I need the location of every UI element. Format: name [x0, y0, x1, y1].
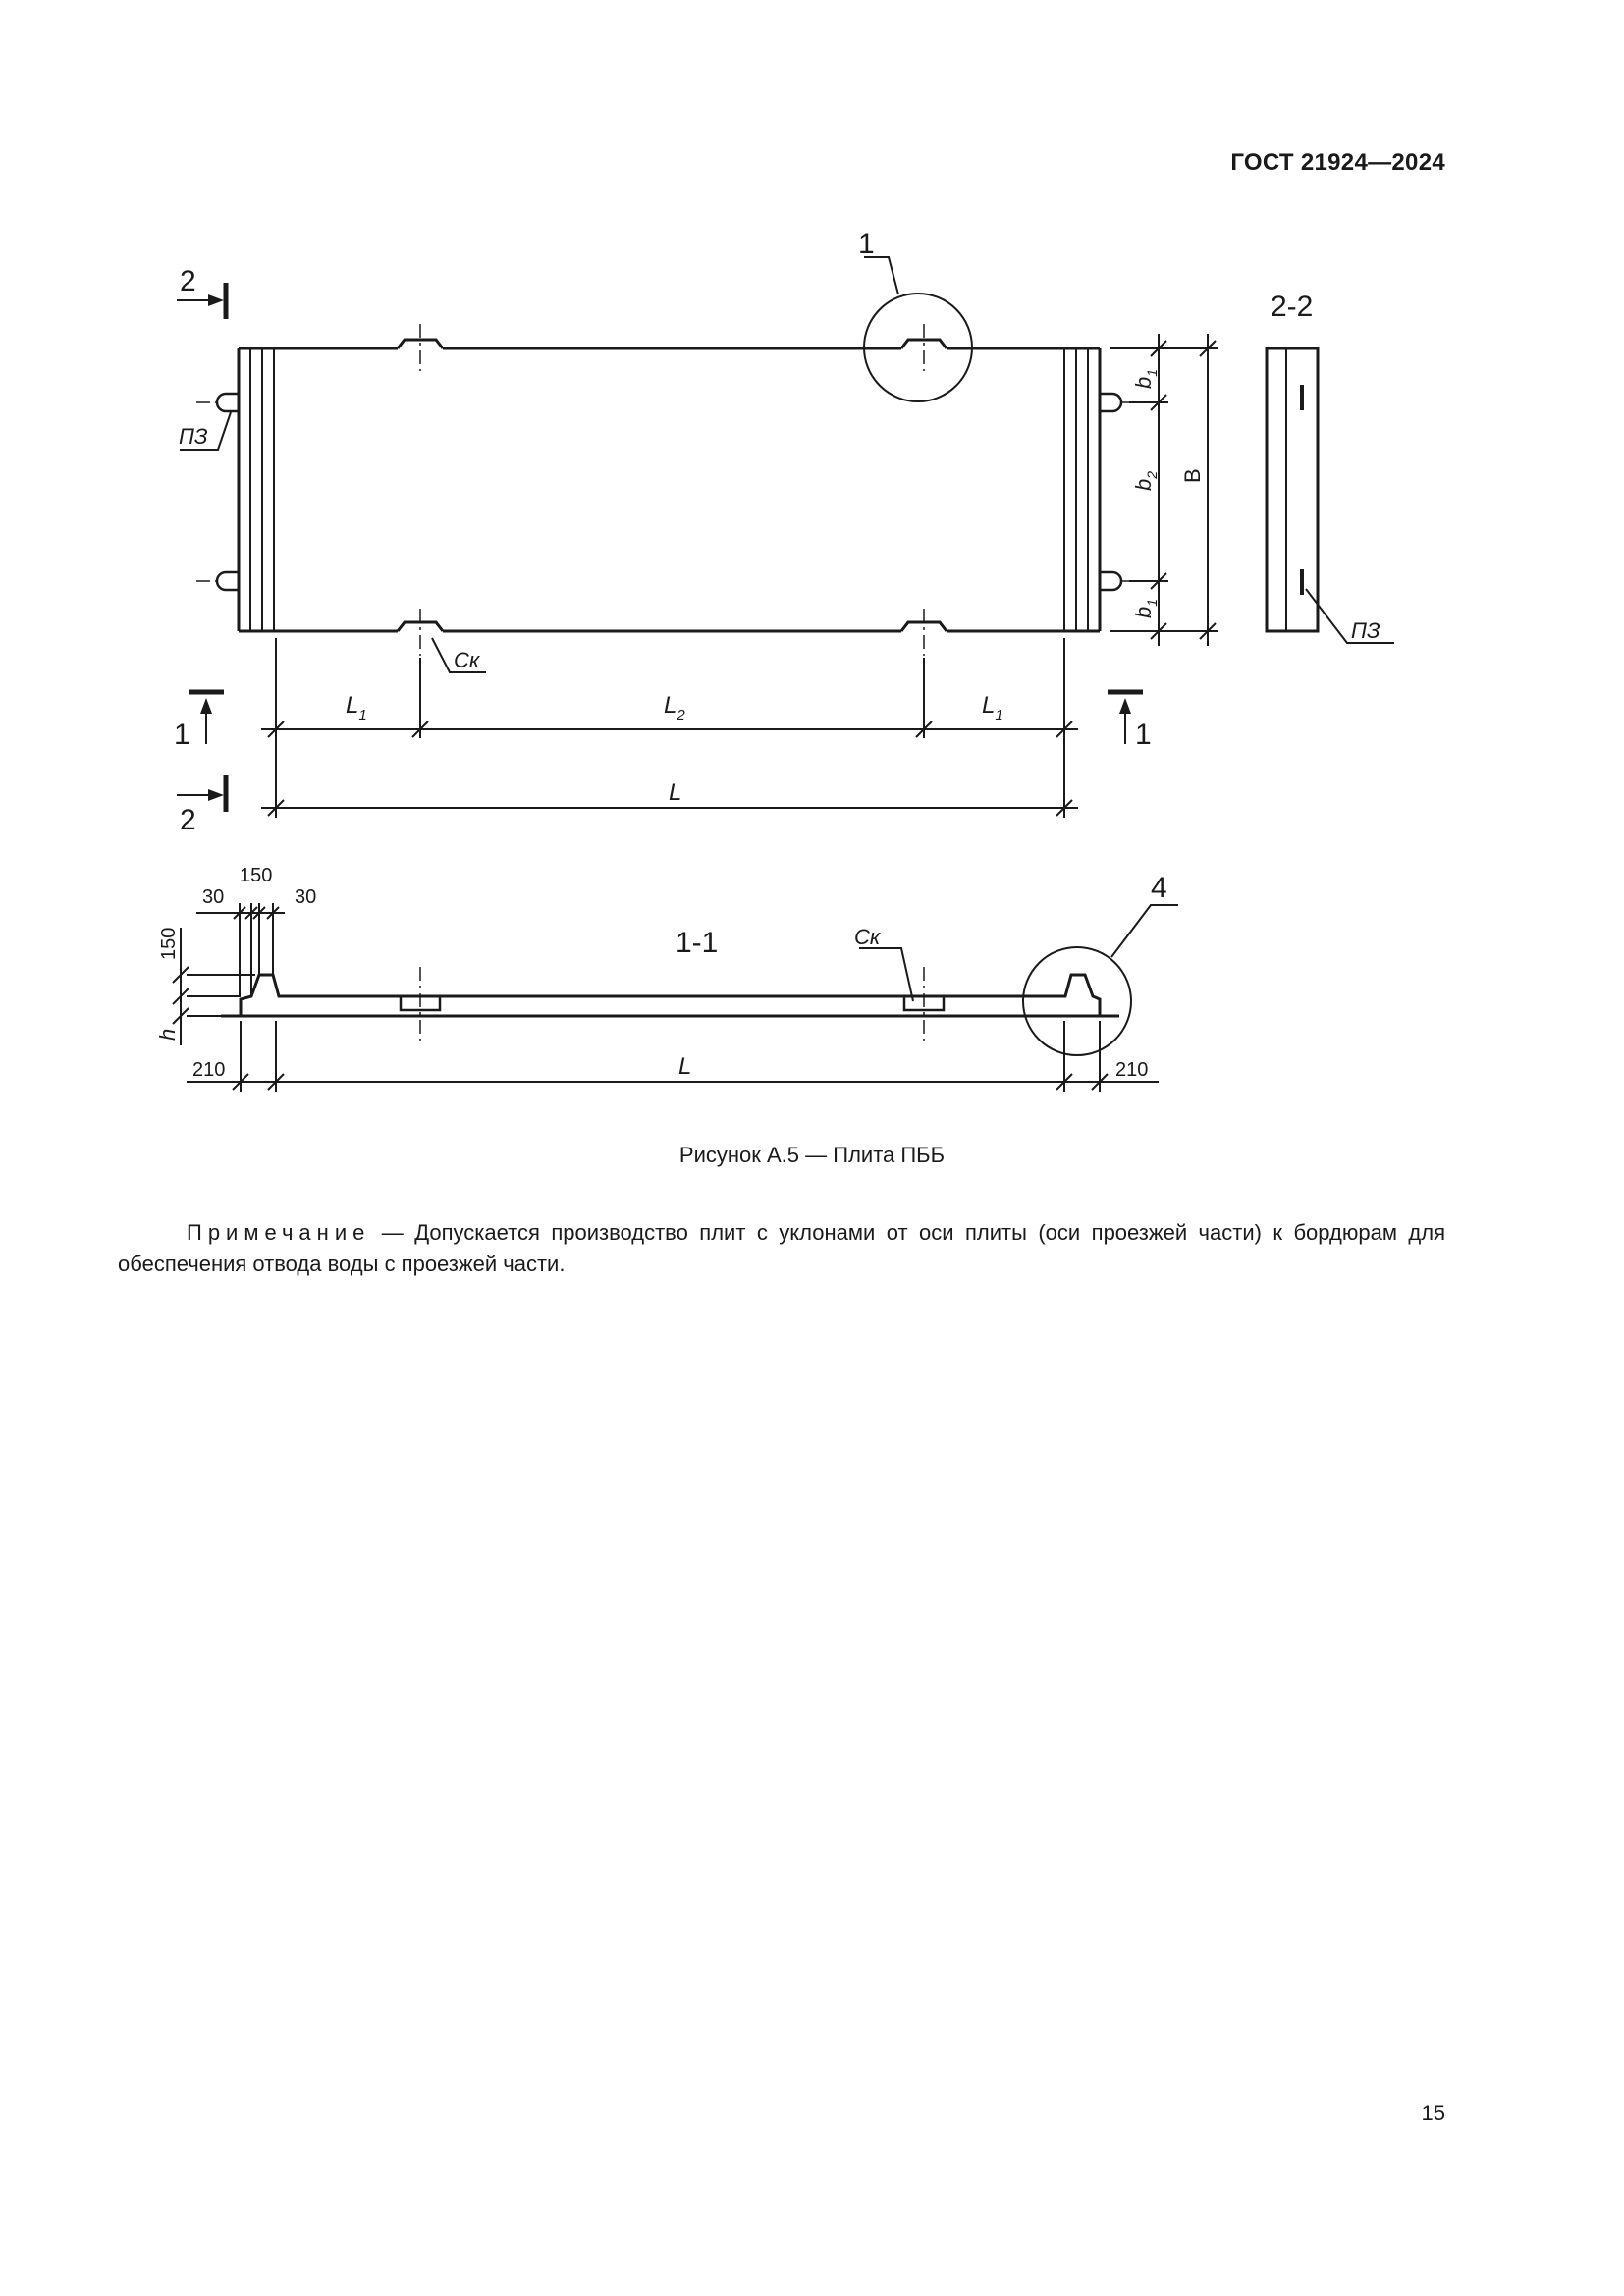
note-block: [118, 1217, 1445, 1280]
lifting-loops: [217, 394, 1121, 590]
dim-label-l2: $L_2$: [664, 692, 685, 723]
dim-label-30-right: 30: [295, 886, 317, 908]
dim-label-b: B: [1180, 468, 1205, 483]
label-sk-section: Ск: [854, 925, 881, 949]
side-view-2-2: [1267, 348, 1394, 643]
side-view-title: 2-2: [1271, 291, 1314, 323]
label-pz-side: ПЗ: [1351, 618, 1380, 643]
callout-leader-4: [1111, 905, 1178, 957]
dim-label-l1-left: $L_1$: [346, 692, 367, 723]
figure-caption: Рисунок А.5 — Плита ПББ: [678, 1143, 946, 1167]
section-1-1-profile: [221, 975, 1119, 1016]
note-label: Примечание: [187, 1220, 371, 1245]
plan-view-slab: [239, 340, 1100, 631]
section-view-title: 1-1: [676, 927, 719, 959]
dim-label-h: h: [155, 1028, 180, 1041]
section-label-1-left: 1: [174, 719, 190, 751]
section-left-dimensions: [173, 928, 255, 1045]
dim-label-b2: $b_2$: [1131, 470, 1160, 491]
section-label-2-top: 2: [180, 265, 196, 297]
label-pz-plan: ПЗ: [179, 424, 208, 449]
label-sk-plan: Ск: [454, 648, 480, 672]
leader-sk-section: [859, 948, 913, 1001]
document-header: ГОСТ 21924—2024: [1230, 149, 1445, 176]
vertical-dimensions: [1110, 334, 1218, 646]
dim-label-210-left: 210: [192, 1059, 226, 1081]
section-center-lines: [420, 967, 924, 1041]
section-bottom-dimensions: [187, 1021, 1159, 1092]
callout-label-1: 1: [858, 228, 875, 260]
center-lines: [196, 324, 1159, 656]
dim-label-l-plan: L: [669, 779, 682, 806]
plan-end-strips: [250, 348, 1088, 631]
section-label-1-right: 1: [1135, 719, 1152, 751]
section-top-dimensions: [196, 903, 285, 996]
dim-label-l-section: L: [678, 1053, 692, 1080]
note-paragraph: [118, 1217, 1445, 1280]
dim-label-150-vertical: 150: [158, 927, 180, 960]
dim-label-210-right: 210: [1115, 1059, 1149, 1081]
page-number: 15: [1421, 2101, 1445, 2125]
detail-callout-circle-4: [1023, 947, 1131, 1055]
dim-label-b1-top: $b_1$: [1131, 368, 1160, 389]
dim-label-b1-bottom: $b_1$: [1131, 598, 1160, 618]
dim-label-150-top: 150: [240, 865, 273, 886]
section-marker-1-left: [189, 692, 224, 744]
callout-label-4: 4: [1151, 872, 1167, 904]
dim-label-30-left: 30: [202, 886, 225, 908]
note-text: — Допускается производство плит с уклонами от оси плиты (оси проезжей части) к бордюрам для обеспечения отвода воды с проезжей части.: [118, 1220, 1445, 1276]
callout-leader-1: [864, 257, 898, 294]
dim-label-l1-right: $L_1$: [982, 692, 1003, 723]
section-label-2-bottom: 2: [180, 804, 196, 836]
